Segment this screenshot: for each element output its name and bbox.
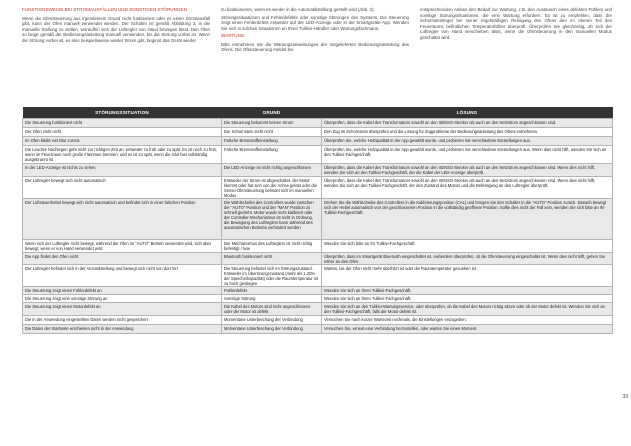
paragraph: zu funktionieren, wenn es wieder in die Automatikstellung gestellt wird (Abb. 3).: [221, 7, 375, 12]
reason-cell: Falsche Brennstoffeinstellung: [222, 137, 322, 146]
paragraph: entsprechendem Anlass den Bedarf zur Wartung, z.B. den Austausch eines defekten Fühlers und sonstige Störungssituationen, die eine Wartung erfordern. Es ist zu empfehlen, dass der Schornsteinfeger bei seiner regelmäßigen Reinigung des Ofens den im oberen Teil des Feuerraums befindlichen Temperaturfühler überprüft. Überprüfen Sie gleichzeitig, ob sich der Luftregler von Hand verschieben lässt, wenn die Ofensteuerung in den manuellen Modus geschaltet wird.: [420, 7, 612, 40]
situation-cell: Der Luftregler bewegt sich nicht automatisch: [23, 177, 222, 199]
table-row: [23, 325, 613, 334]
situation-cell: Der Luftregler befindet sich in der Anzündstellung und bewegt sich nicht von dort fort: [23, 265, 222, 287]
solution-cell: Überprüfen Sie, welche Holzqualität in der App gewählt wurde, und probieren Sie verschiedene Einstellungen aus.: [322, 137, 613, 146]
table-row: [23, 128, 613, 137]
column-header-solution: LÖSUNG: [322, 107, 613, 119]
situation-cell: Die Leuchte Nachlegen geht nicht zur richtigen Zeit an: entweder zu früh oder zu spät. Es ist noch zu früh, wenn im Feuerraum noch große Flammen brennen, und es ist zu spät, wenn die Glut fast vollständig ausgebrannt ist: [23, 146, 222, 164]
solution-cell: Den Zug im Schornstein überprüfen und die Lösung für Zugprobleme der Bedienungsanleitung des Ofens entnehmen.: [322, 128, 613, 137]
intro-column-2: [221, 7, 409, 55]
table-row: [23, 265, 613, 287]
solution-cell: Versuchen Sie, erneut eine Verbindung herzustellen, oder warten Sie einen Moment.: [322, 325, 613, 334]
column-header-reason: GRUND: [222, 107, 322, 119]
reason-cell: Der Mechanismus des Luftreglers ist nicht richtig befestigt / lose: [222, 240, 322, 253]
situation-cell: Die in der Anwendung eingestellten Daten werden nicht gespeichert: [23, 316, 222, 325]
section-heading-power-failure: FUNKTIONSWEISE BEI STROMAUSFÄLLEN UND SONSTIGEN STÖRUNGEN: [22, 7, 187, 12]
intro-column-3: [420, 7, 612, 42]
table-row: [23, 303, 613, 316]
table-row: [23, 137, 613, 146]
reason-cell: Momentane Unterbrechung der Verbindung: [222, 316, 322, 325]
solution-cell: Überprüfen, dass im Smartgerät Bluetooth eingeschaltet ist. Außerdem überprüfen, ob die Ofensteuerung eingeschaltet ist. Wenn dies nicht hilft, gehen Sie näher an den Ofen.: [322, 253, 613, 265]
page-number: 33: [622, 394, 628, 400]
situation-cell: Wenn sich der Luftregler nicht bewegt, während der Ofen im "AUTO" Betrieb verwendet wird, sich aber bewegt, wenn er von Hand verwendet wird: [23, 240, 222, 253]
situation-cell: Die Steuerung funktioniert nicht: [23, 119, 222, 128]
situation-cell: Die Daten der Startseite erscheinen nicht in der Anwendung: [23, 325, 222, 334]
table-row: [23, 119, 613, 128]
column-header-situation: STÖRUNGSSITUATION: [23, 107, 222, 119]
intro-text: [22, 7, 612, 104]
solution-cell: Wenden Sie sich bitte an Ihr Tulikivi-Fachgeschäft.: [322, 240, 613, 253]
reason-cell: Die LED-Anzeige ist nicht richtig angeschlossen: [222, 164, 322, 177]
troubleshooting-table: [22, 107, 613, 334]
reason-cell: Momentane Unterbrechung der Verbindung: [222, 325, 322, 334]
paragraph: Wenn die Ofensteuerung aus irgendeinem Grund nicht funktioniert oder es einen Stromausfall gibt, kann der Ofen manuell verwendet werden. Der Schalter ist gemäß Abbildung 3, in die manuelle Stellung zu stellen, woraufhin sich der Luftregler von Hand bewegen lässt. Den Ofen so lange gemäß der Bedienungsanleitung manuell verwenden, bis die Störung vorbei ist. Wenn die Störung vorbei ist, es also beispielsweise wieder Strom gibt, beginnt das Gerät wieder: [22, 15, 210, 43]
reason-cell: Falsche Brennstoffeinstellung: [222, 146, 322, 164]
situation-cell: Im Ofen bleibt viel Glut zurück: [23, 137, 222, 146]
reason-cell: Die Steuerung bekommt keinen Strom: [222, 119, 322, 128]
table-row: [23, 240, 613, 253]
table-row: [23, 164, 613, 177]
solution-cell: Überprüfen Sie, welche Holzqualität in der App gewählt wurde, und probieren Sie verschiedene Einstellungen aus. Wenn dies nicht hilft, wenden Sie sich an den Tulikivi-Fachgeschäft.: [322, 146, 613, 164]
table-header-row: [23, 107, 613, 119]
paragraph: Störungssituationen und Fehlerdefekte oder sonstige Störungen des Systems. Die Steuerung zeigt einen Fehlerdefekt entweder auf der LED-Anzeige oder in der Smartgeräte-App. Wenden Sie sich in solchen Situationen an Ihren Tulikivi-Händler oder Wartungsfachmann.: [221, 14, 409, 31]
reason-cell: Fühlerdefekt: [222, 287, 322, 295]
solution-cell: Wenden Sie sich an Ihren Tulikivi-Fachgeschäft.: [322, 287, 613, 295]
reason-cell: Bluetooth funktioniert nicht: [222, 253, 322, 265]
situation-cell: Die Steuerung zeigt einen Fühlerdefekt an: [23, 287, 222, 295]
solution-cell: Überprüfen, dass die Kabel des Transformators sowohl an den SENSO-Stecker als auch an den Netzstrom angeschlossen sind. Wenn dies nicht hilft, wenden Sie sich an den Tulikivi-Fachgeschäft, der den Zustand des Motors und die Befestigung an den Luftregler überprüft.: [322, 177, 613, 199]
situation-cell: Die App findet den Ofen nicht: [23, 253, 222, 265]
solution-cell: Überprüfen, dass die Kabel des Transformators sowohl an den SENSO-Stecker als auch an den Netzstrom angeschlossen sind. Wenn dies nicht hilft, wenden Sie sich an den Tulikivi-Fachgeschäft, der die Kabel der LED-Anzeige überprüft.: [322, 164, 613, 177]
table-row: [23, 295, 613, 303]
paragraph: Bitte entnehmen Sie die Wartungsanweisungen der mitgelieferten Bedienungsanleitung des Ofens. Die Ofensteuerung meldet bei: [221, 41, 409, 53]
reason-cell: Die Wählscheibe des Controllers wurde zwischen der "AUTO" Position und der "MAN" Position zu schnell gedreht. Motor wurde nicht kalibriert oder der Controller-Mechanismus ist nicht in Ordnung, die Bewegung des Luftreglers kann während des automatischen Betriebs verhindert werden: [222, 199, 322, 240]
situation-cell: In der LED-Anzeige ist nichts zu sehen: [23, 164, 222, 177]
table-body: [23, 119, 613, 334]
solution-cell: Drehen Sie die Wählscheibe des Controllers in die Kalibrierungsposition (CAL) und bringen Sie den Schalter in die "AUTO" Position zurück. Danach bewegt sich der Hebel automatisch von der geschlossenen Position in die vollständig geöffnete Position. Sollte dies nicht der Fall sein, wenden Sie sich bitte an Ihr Tulikivi-Fachgeschäft.: [322, 199, 613, 240]
solution-cell: Warten, bis der Ofen nicht mehr überhitzt ist oder die Raumtemperatur gesunken ist.: [322, 265, 613, 287]
solution-cell: Wenden Sie sich an Ihren Tulikivi-Fachgeschäft.: [322, 295, 613, 303]
table-row: [23, 199, 613, 240]
reason-cell: Sonstige Störung: [222, 295, 322, 303]
table-row: [23, 177, 613, 199]
table-row: [23, 316, 613, 325]
solution-cell: Überprüfen, dass die Kabel des Transformators sowohl an den SENSO-Stecker als auch an den Netzstrom angeschlossen sind.: [322, 119, 613, 128]
situation-cell: Der Ofen zieht nicht: [23, 128, 222, 137]
section-heading-maintenance: WARTUNG: [221, 33, 245, 39]
reason-cell: Die Kabel des Motors sind nicht angeschlossen oder der Motor ist defekt: [222, 303, 322, 316]
situation-cell: Die Steuerung zeigt eine sonstige Störung an: [23, 295, 222, 303]
table-row: [23, 146, 613, 164]
table-row: [23, 253, 613, 265]
reason-cell: Entweder der Strom ist abgeschaltet, der Motor klemmt oder hat sich von der Achse gelöst oder die Senso-Ofensteuerung befindet sich im manuellen Modus: [222, 177, 322, 199]
intro-column-1: [22, 7, 210, 45]
table-row: [23, 287, 613, 295]
solution-cell: Wenden Sie sich an den Tulikivi-Wartungsservice, oder überprüfen, ob die Kabel des Motors richtig sitzen oder ob der Motor defekt ist. Wenden Sie sich an den Tulikivi-Fachgeschäft, falls der Motor defekt ist.: [322, 303, 613, 316]
reason-cell: Der Schornstein zieht nicht: [222, 128, 322, 137]
situation-cell: Die Steuerung zeigt einen Motordefekt an: [23, 303, 222, 316]
reason-cell: Die Steuerung befindet sich im Störungszustand. Entweder im Übertizungszustand (mehr als 1,20% der Speicherkapazität) oder die Raumtemperatur ist zu hoch gestiegen: [222, 265, 322, 287]
situation-cell: Der Luftsteuerhebel bewegt sich nicht automatisch und befindet sich in einer falschen Position: [23, 199, 222, 240]
solution-cell: Versuchen Sie nach kurzer Wartezeit nochmals, die Einstellungen einzugeben.: [322, 316, 613, 325]
